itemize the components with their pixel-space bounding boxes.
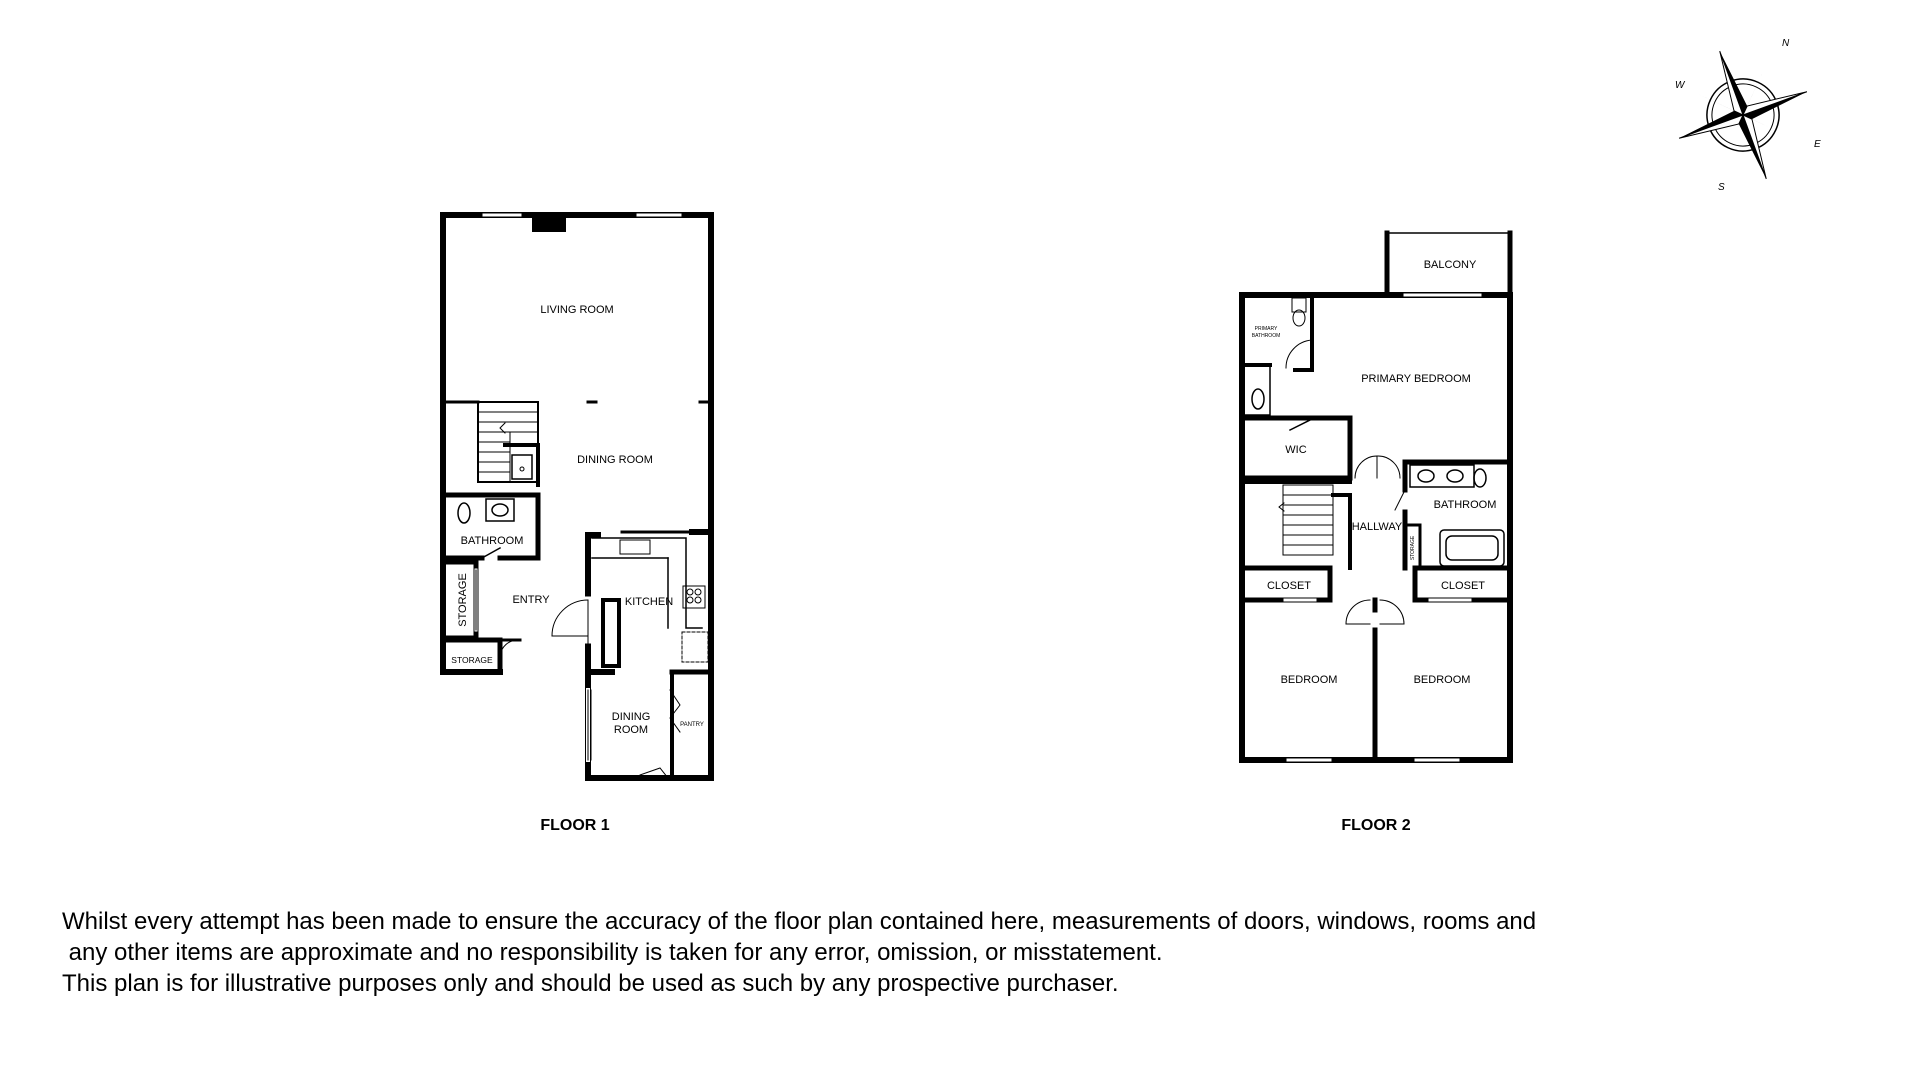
dining-room-2-label-line1: DINING — [611, 711, 651, 723]
wic-label: WIC — [1285, 444, 1307, 456]
living-room-label: LIVING ROOM — [540, 304, 614, 316]
balcony-label: BALCONY — [1423, 259, 1477, 271]
pantry-label: PANTRY — [680, 722, 704, 728]
floor-2-label: FLOOR 2 — [1341, 817, 1411, 834]
primary-bathroom-label-line2: BATHROOM — [1251, 333, 1281, 339]
hallway-label: HALLWAY — [1351, 521, 1403, 533]
disclaimer-line-2: any other items are approximate and no responsibility is taken for any error, omission, or misstatement. — [62, 939, 1163, 966]
entry-label: ENTRY — [512, 594, 550, 606]
dining-room-label: DINING ROOM — [577, 454, 653, 466]
storage-vertical-label: STORAGE — [457, 573, 469, 627]
storage-small-label: STORAGE — [451, 655, 493, 665]
closet-right-label: CLOSET — [1440, 580, 1486, 592]
floor-1-plan — [443, 215, 711, 778]
floor-1-label: FLOOR 1 — [540, 817, 610, 834]
bathroom-2-label: BATHROOM — [1433, 499, 1497, 511]
dining-room-2-label-line2: ROOM — [613, 724, 649, 736]
bedroom-left-label: BEDROOM — [1280, 674, 1338, 686]
bedroom-right-label: BEDROOM — [1413, 674, 1471, 686]
primary-bathroom-label-line1: PRIMARY — [1254, 326, 1278, 332]
compass-n-label: N — [1782, 38, 1790, 49]
bathroom-label: BATHROOM — [460, 535, 524, 547]
compass-rose-icon — [1656, 28, 1830, 202]
disclaimer-line-1: Whilst every attempt has been made to ensure the accuracy of the floor plan contained here, measurements of doors, windows, rooms and — [62, 908, 1537, 935]
storage-2-label: STORAGE — [1410, 535, 1416, 561]
kitchen-label: KITCHEN — [624, 596, 674, 608]
primary-bedroom-label: PRIMARY BEDROOM — [1361, 373, 1471, 385]
compass-s-label: S — [1718, 182, 1725, 193]
compass-e-label: E — [1814, 139, 1821, 150]
compass-w-label: W — [1675, 80, 1685, 91]
disclaimer-line-3: This plan is for illustrative purposes only and should be used as such by any prospective purchaser. — [62, 970, 1119, 997]
closet-left-label: CLOSET — [1266, 580, 1312, 592]
disclaimer — [62, 906, 1762, 999]
